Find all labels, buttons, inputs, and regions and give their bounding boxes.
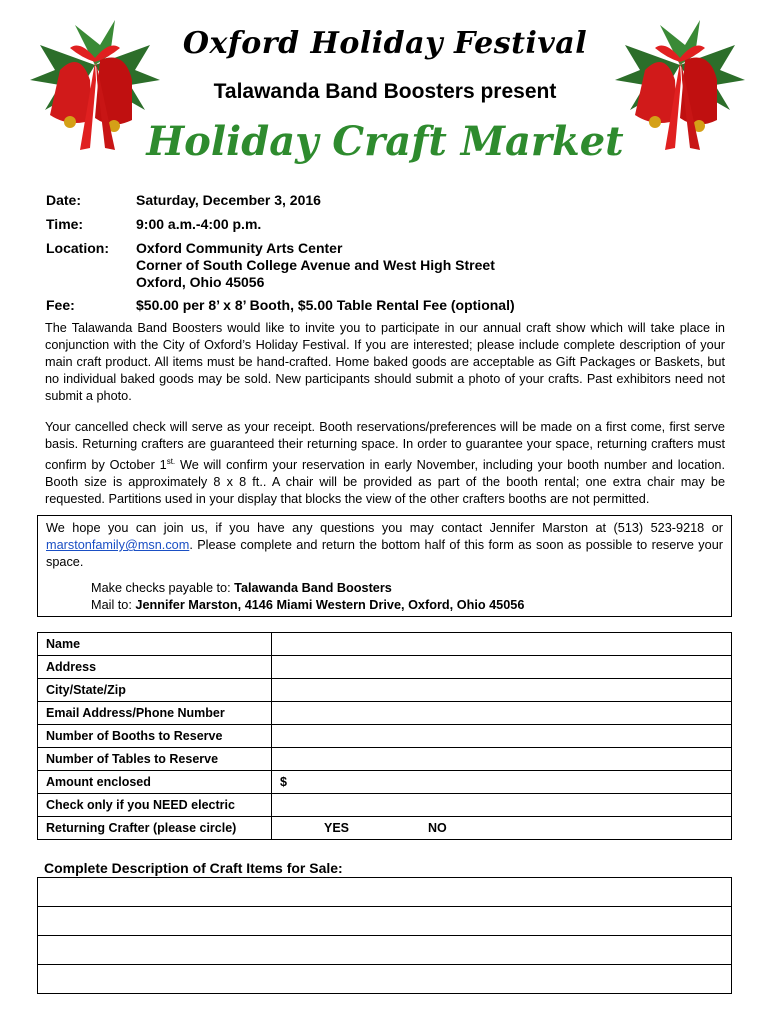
checks-label: Make checks payable to: [91, 581, 235, 595]
form-row [38, 748, 732, 771]
tables-field[interactable] [272, 748, 732, 771]
description-lines [37, 877, 732, 994]
receipt-text-2: We will confirm your reservation in early November, including your booth number and location. Booth size is approximately 8 x 8 ft.. A chair will be provided as part of the booth rental; one extra chair may be requested. Partitions used in your display that blocks the view of the other crafters booths are not permitted. [45, 458, 725, 507]
no-option[interactable]: NO [428, 821, 447, 835]
form-row [38, 679, 732, 702]
contact-text-start: We hope you can join us, if you have any questions you may contact Jennifer Marston at (513) 523-9218 or [46, 521, 723, 535]
description-heading: Complete Description of Craft Items for Sale: [44, 860, 343, 876]
form-label: Number of Booths to Reserve [38, 725, 272, 748]
location-label: Location: [46, 240, 109, 256]
registration-form [37, 632, 732, 840]
name-field[interactable] [272, 633, 732, 656]
fee-label: Fee: [46, 297, 75, 313]
returning-crafter-field [272, 817, 732, 840]
time-label: Time: [46, 216, 84, 232]
form-row [38, 633, 732, 656]
time-value: 9:00 a.m.-4:00 p.m. [136, 216, 262, 232]
location-line-3: Oxford, Ohio 45056 [136, 274, 265, 290]
contact-box [37, 515, 732, 617]
form-row [38, 656, 732, 679]
city-state-zip-field[interactable] [272, 679, 732, 702]
description-line-3[interactable] [38, 936, 732, 965]
form-row [38, 725, 732, 748]
location-line-1: Oxford Community Arts Center [136, 240, 343, 256]
form-label: Check only if you NEED electric [38, 794, 272, 817]
receipt-paragraph [45, 419, 725, 508]
address-field[interactable] [272, 656, 732, 679]
booths-field[interactable] [272, 725, 732, 748]
fee-value: $50.00 per 8’ x 8’ Booth, $5.00 Table Rental Fee (optional) [136, 297, 515, 313]
description-line-2[interactable] [38, 907, 732, 936]
location-line-2: Corner of South College Avenue and West High Street [136, 257, 495, 273]
form-row [38, 771, 732, 794]
receipt-text-1: Your cancelled check will serve as your receipt. Booth reservations/preferences will be made on a first come, first serve basis. Returning crafters are guaranteed their returning space. In order to guarantee your space, returning crafters must confirm by October 1 [45, 420, 725, 473]
email-link[interactable]: marstonfamily@msn.com [46, 538, 190, 552]
yes-option[interactable]: YES [324, 821, 350, 835]
form-label: Number of Tables to Reserve [38, 748, 272, 771]
location-value [136, 240, 495, 291]
mail-label: Mail to: [91, 598, 136, 612]
date-label: Date: [46, 192, 82, 208]
market-title: Holiday Craft Market [146, 118, 624, 165]
form-row [38, 702, 732, 725]
form-row [38, 794, 732, 817]
form-row [38, 817, 732, 840]
ordinal-suffix: st. [166, 457, 176, 466]
contact-text [46, 520, 723, 571]
form-label: Returning Crafter (please circle) [38, 817, 272, 840]
form-label: Address [38, 656, 272, 679]
presenter-title: Talawanda Band Boosters present [213, 80, 557, 103]
festival-title: Oxford Holiday Festival [182, 26, 588, 61]
invitation-paragraph: The Talawanda Band Boosters would like to invite you to participate in our annual craft show which will take place in conjunction with the City of Oxford’s Holiday Festival. If you are interested; please include complete description of your main craft product. All items must be hand-crafted. Home baked goods are acceptable as Gift Packages or Baskets, but no individual baked goods may be sold. New participants should submit a photo of your crafts. Past exhibitors need not submit a photo. [45, 321, 725, 403]
contact-text-end: . Please complete and return the bottom half of this form as soon as possible to reserve your space. [46, 538, 723, 569]
description-line-1[interactable] [38, 878, 732, 907]
mail-address: Jennifer Marston, 4146 Miami Western Drive, Oxford, Ohio 45056 [135, 598, 525, 612]
form-label: Amount enclosed [38, 771, 272, 794]
electric-checkbox[interactable] [272, 794, 732, 817]
date-value: Saturday, December 3, 2016 [136, 192, 321, 208]
checks-payee: Talawanda Band Boosters [234, 581, 392, 595]
description-line-4[interactable] [38, 965, 732, 994]
email-phone-field[interactable] [272, 702, 732, 725]
form-label: City/State/Zip [38, 679, 272, 702]
form-label: Email Address/Phone Number [38, 702, 272, 725]
mail-line [91, 597, 723, 614]
checks-line [91, 580, 723, 597]
amount-field[interactable]: $ [272, 771, 732, 794]
form-label: Name [38, 633, 272, 656]
